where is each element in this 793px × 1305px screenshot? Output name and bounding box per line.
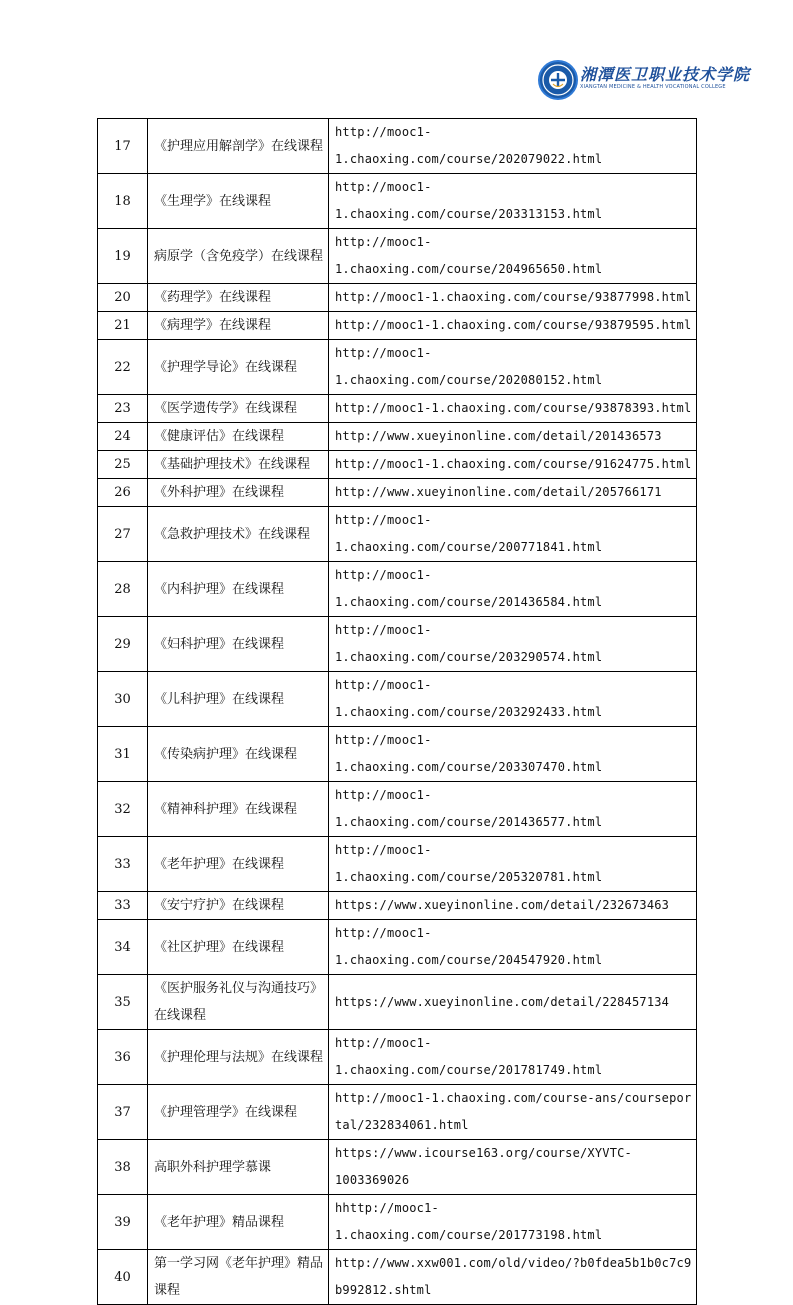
course-url[interactable]: http://www.xueyinonline.com/detail/205766171 bbox=[329, 479, 697, 507]
course-name: 《妇科护理》在线课程 bbox=[148, 617, 329, 672]
course-url[interactable]: https://www.icourse163.org/course/XYVTC-1003369026 bbox=[329, 1140, 697, 1195]
course-name: 《病理学》在线课程 bbox=[148, 312, 329, 340]
row-number: 33 bbox=[98, 892, 148, 920]
row-number: 32 bbox=[98, 782, 148, 837]
course-name: 《急救护理技术》在线课程 bbox=[148, 507, 329, 562]
table-row bbox=[98, 1085, 697, 1140]
row-number: 29 bbox=[98, 617, 148, 672]
table-row bbox=[98, 1140, 697, 1195]
course-link-table bbox=[97, 118, 697, 1305]
row-number: 21 bbox=[98, 312, 148, 340]
college-seal-icon bbox=[538, 60, 578, 100]
course-url[interactable]: http://mooc1-1.chaoxing.com/course/91624775.html bbox=[329, 451, 697, 479]
course-url[interactable]: http://mooc1-1.chaoxing.com/course/204965650.html bbox=[329, 229, 697, 284]
table-row bbox=[98, 672, 697, 727]
table-row bbox=[98, 174, 697, 229]
row-number: 25 bbox=[98, 451, 148, 479]
table-row bbox=[98, 451, 697, 479]
row-number: 22 bbox=[98, 340, 148, 395]
row-number: 17 bbox=[98, 119, 148, 174]
row-number: 20 bbox=[98, 284, 148, 312]
table-row bbox=[98, 284, 697, 312]
course-name: 《健康评估》在线课程 bbox=[148, 423, 329, 451]
course-name: 《内科护理》在线课程 bbox=[148, 562, 329, 617]
table-row bbox=[98, 975, 697, 1030]
course-name: 《社区护理》在线课程 bbox=[148, 920, 329, 975]
course-url[interactable]: http://www.xueyinonline.com/detail/201436573 bbox=[329, 423, 697, 451]
course-url[interactable]: http://mooc1-1.chaoxing.com/course/203307470.html bbox=[329, 727, 697, 782]
course-name: 《护理伦理与法规》在线课程 bbox=[148, 1030, 329, 1085]
course-name: 《安宁疗护》在线课程 bbox=[148, 892, 329, 920]
table-row bbox=[98, 395, 697, 423]
course-url[interactable]: http://mooc1-1.chaoxing.com/course/202079022.html bbox=[329, 119, 697, 174]
table-row bbox=[98, 479, 697, 507]
course-url[interactable]: http://mooc1-1.chaoxing.com/course/93877998.html bbox=[329, 284, 697, 312]
course-url[interactable]: https://www.xueyinonline.com/detail/228457134 bbox=[329, 975, 697, 1030]
course-url[interactable]: http://mooc1-1.chaoxing.com/course/202080152.html bbox=[329, 340, 697, 395]
course-name: 《医护服务礼仪与沟通技巧》在线课程 bbox=[148, 975, 329, 1030]
row-number: 23 bbox=[98, 395, 148, 423]
course-url[interactable]: http://mooc1-1.chaoxing.com/course/201436584.html bbox=[329, 562, 697, 617]
course-url[interactable]: http://mooc1-1.chaoxing.com/course/203313153.html bbox=[329, 174, 697, 229]
row-number: 35 bbox=[98, 975, 148, 1030]
row-number: 39 bbox=[98, 1195, 148, 1250]
course-name: 《精神科护理》在线课程 bbox=[148, 782, 329, 837]
table-row bbox=[98, 562, 697, 617]
course-name: 《外科护理》在线课程 bbox=[148, 479, 329, 507]
row-number: 34 bbox=[98, 920, 148, 975]
table-row bbox=[98, 229, 697, 284]
row-number: 28 bbox=[98, 562, 148, 617]
course-name: 《药理学》在线课程 bbox=[148, 284, 329, 312]
table-row bbox=[98, 837, 697, 892]
course-url[interactable]: http://mooc1-1.chaoxing.com/course/201436577.html bbox=[329, 782, 697, 837]
course-name: 第一学习网《老年护理》精品课程 bbox=[148, 1250, 329, 1305]
table-row bbox=[98, 1195, 697, 1250]
table-row bbox=[98, 423, 697, 451]
course-name: 高职外科护理学慕课 bbox=[148, 1140, 329, 1195]
course-name: 《护理应用解剖学》在线课程 bbox=[148, 119, 329, 174]
row-number: 24 bbox=[98, 423, 148, 451]
course-url[interactable]: https://www.xueyinonline.com/detail/232673463 bbox=[329, 892, 697, 920]
course-url[interactable]: http://mooc1-1.chaoxing.com/course/201781749.html bbox=[329, 1030, 697, 1085]
course-name: 《基础护理技术》在线课程 bbox=[148, 451, 329, 479]
course-url[interactable]: http://mooc1-1.chaoxing.com/course/203290574.html bbox=[329, 617, 697, 672]
course-name: 《儿科护理》在线课程 bbox=[148, 672, 329, 727]
course-url[interactable]: http://www.xxw001.com/old/video/?b0fdea5b1b0c7c9b992812.shtml bbox=[329, 1250, 697, 1305]
table-row bbox=[98, 892, 697, 920]
college-name-cn: 湘潭医卫职业技术学院 bbox=[580, 65, 751, 84]
course-name: 《医学遗传学》在线课程 bbox=[148, 395, 329, 423]
table-row bbox=[98, 1030, 697, 1085]
course-name: 《传染病护理》在线课程 bbox=[148, 727, 329, 782]
row-number: 27 bbox=[98, 507, 148, 562]
table-row bbox=[98, 119, 697, 174]
table-row bbox=[98, 312, 697, 340]
table-row bbox=[98, 727, 697, 782]
table-row bbox=[98, 507, 697, 562]
row-number: 37 bbox=[98, 1085, 148, 1140]
row-number: 38 bbox=[98, 1140, 148, 1195]
row-number: 36 bbox=[98, 1030, 148, 1085]
course-url[interactable]: http://mooc1-1.chaoxing.com/course/203292433.html bbox=[329, 672, 697, 727]
course-url[interactable]: http://mooc1-1.chaoxing.com/course/205320781.html bbox=[329, 837, 697, 892]
course-url[interactable]: http://mooc1-1.chaoxing.com/course/200771841.html bbox=[329, 507, 697, 562]
table-row bbox=[98, 782, 697, 837]
course-name: 病原学（含免疫学）在线课程 bbox=[148, 229, 329, 284]
table-row bbox=[98, 617, 697, 672]
course-url[interactable]: http://mooc1-1.chaoxing.com/course/93879595.html bbox=[329, 312, 697, 340]
course-name: 《护理学导论》在线课程 bbox=[148, 340, 329, 395]
row-number: 33 bbox=[98, 837, 148, 892]
row-number: 19 bbox=[98, 229, 148, 284]
course-url[interactable]: http://mooc1-1.chaoxing.com/course-ans/courseportal/232834061.html bbox=[329, 1085, 697, 1140]
course-name: 《老年护理》精品课程 bbox=[148, 1195, 329, 1250]
row-number: 40 bbox=[98, 1250, 148, 1305]
row-number: 30 bbox=[98, 672, 148, 727]
course-url[interactable]: http://mooc1-1.chaoxing.com/course/93878393.html bbox=[329, 395, 697, 423]
row-number: 18 bbox=[98, 174, 148, 229]
row-number: 31 bbox=[98, 727, 148, 782]
table-row bbox=[98, 1250, 697, 1305]
course-name: 《生理学》在线课程 bbox=[148, 174, 329, 229]
college-logo bbox=[538, 58, 751, 102]
course-name: 《老年护理》在线课程 bbox=[148, 837, 329, 892]
row-number: 26 bbox=[98, 479, 148, 507]
college-name-en: XIANGTAN MEDICINE & HEALTH VOCATIONAL COLLEGE bbox=[580, 84, 726, 90]
course-name: 《护理管理学》在线课程 bbox=[148, 1085, 329, 1140]
course-url[interactable]: http://mooc1-1.chaoxing.com/course/204547920.html bbox=[329, 920, 697, 975]
course-url[interactable]: hhttp://mooc1-1.chaoxing.com/course/201773198.html bbox=[329, 1195, 697, 1250]
table-row bbox=[98, 340, 697, 395]
table-row bbox=[98, 920, 697, 975]
